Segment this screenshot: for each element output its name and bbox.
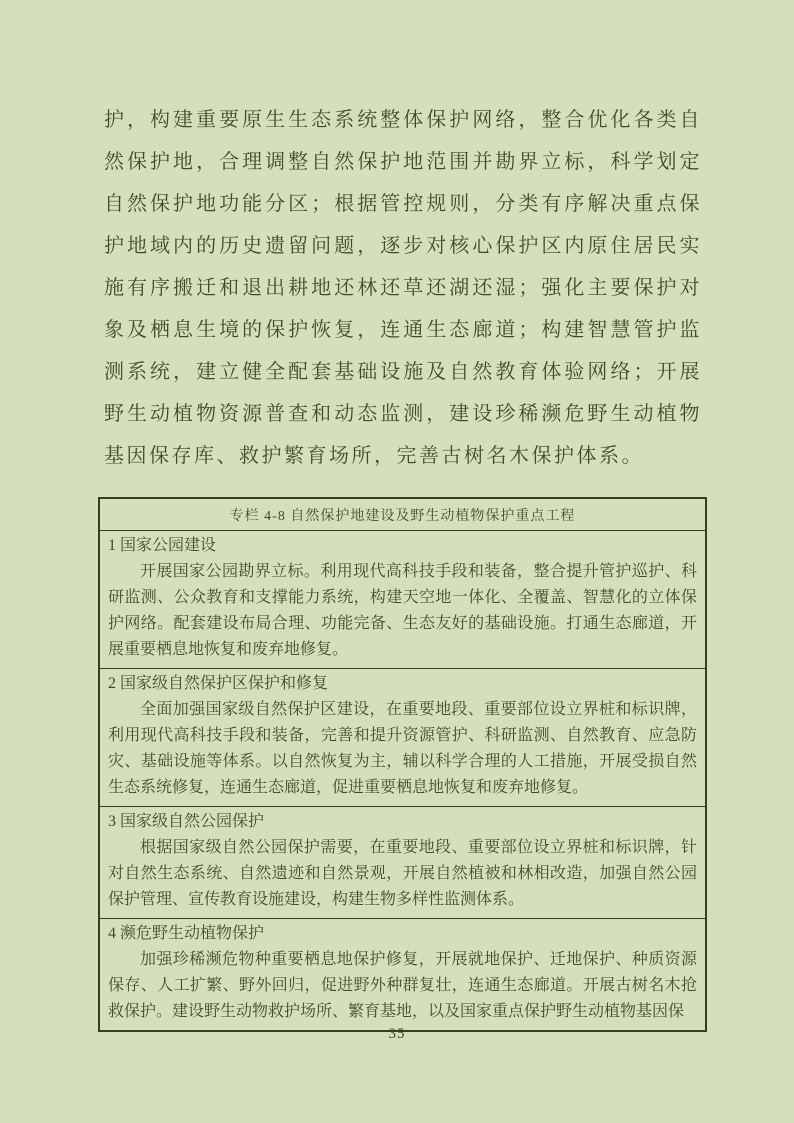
page-number: 35 [388, 1026, 406, 1042]
feature-box-title: 专栏 4-8 自然保护地建设及野生动植物保护重点工程 [100, 499, 705, 531]
box-section [100, 807, 705, 919]
box-section-body: 全面加强国家级自然保护区建设，在重要地段、重要部位设立界桩和标识牌，利用现代高科技手段和装备，完善和提升资源管护、科研监测、自然教育、应急防灾、基础设施等体系。以自然恢复为主，辅以科学合理的人工措施，开展受损自然生态系统修复，连通生态廊道，促进重要栖息地恢复和废弃地修复。 [108, 701, 697, 796]
box-section-body: 开展国家公园勘界立标。利用现代高科技手段和装备，整合提升管护巡护、科研监测、公众教育和支撑能力系统，构建天空地一体化、全覆盖、智慧化的立体保护网络。配套建设布局合理、功能完备、生态友好的基础设施。打通生态廊道，开展重要栖息地恢复和废弃地修复。 [108, 563, 697, 658]
box-section-heading: 3 国家级自然公园保护 [108, 813, 265, 830]
box-section-heading: 2 国家级自然保护区保护和修复 [108, 675, 329, 692]
box-section-body: 根据国家级自然公园保护需要，在重要地段、重要部位设立界桩和标识牌，针对自然生态系统、自然遗迹和自然景观，开展自然植被和林相改造，加强自然公园保护管理、宣传教育设施建设，构建生物多样性监测体系。 [108, 839, 697, 908]
feature-box [98, 497, 707, 1032]
box-section [100, 531, 705, 669]
feature-box-sections [100, 531, 705, 1030]
box-section-heading: 4 濒危野生动植物保护 [108, 925, 265, 942]
body-paragraph: 护，构建重要原生生态系统整体保护网络，整合优化各类自然保护地，合理调整自然保护地范围并勘界立标，科学划定自然保护地功能分区；根据管控规则，分类有序解决重点保护地域内的历史遗留问题，逐步对核心保护区内原住居民实施有序搬迁和退出耕地还林还草还湖还湿；强化主要保护对象及栖息生境的保护恢复，连通生态廊道；构建智慧管护监测系统，建立健全配套基础设施及自然教育体验网络；开展野生动植物资源普查和动态监测，建设珍稀濒危野生动植物基因保存库、救护繁育场所，完善古树名木保护体系。 [104, 109, 702, 467]
box-section-body: 加强珍稀濒危物种重要栖息地保护修复，开展就地保护、迁地保护、种质资源保存、人工扩繁、野外回归，促进野外种群复壮，连通生态廊道。开展古树名木抢救保护。建设野生动物救护场所、繁育基地，以及国家重点保护野生动植物基因保 [108, 951, 697, 1020]
box-section-heading: 1 国家公园建设 [108, 537, 217, 554]
box-section [100, 919, 705, 1030]
box-section [100, 669, 705, 807]
